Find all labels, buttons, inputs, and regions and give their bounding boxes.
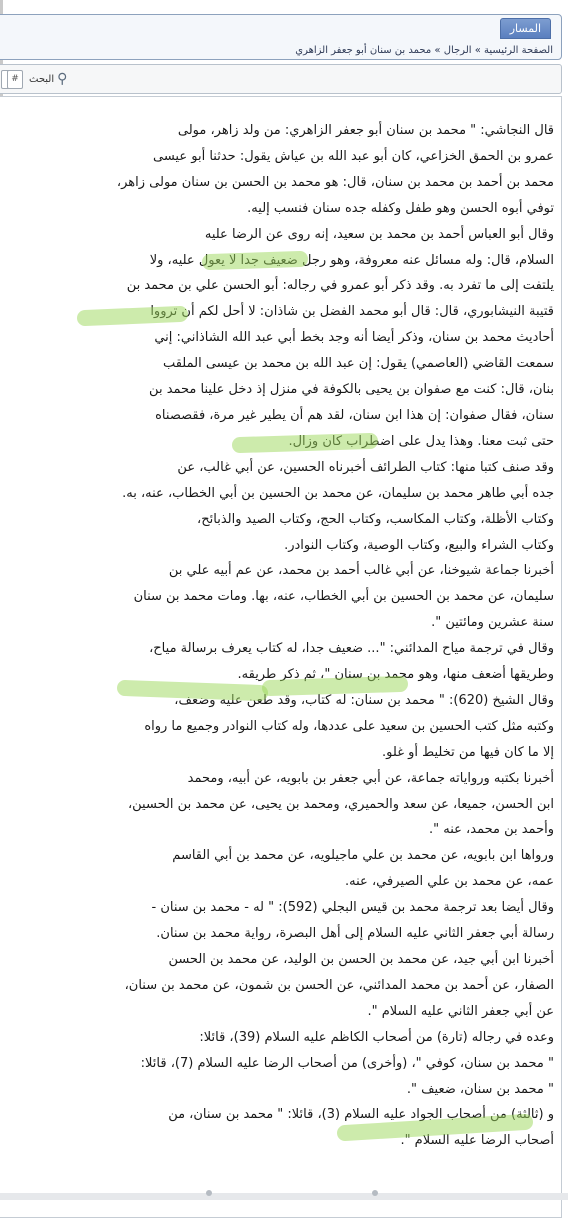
text-line: بنان، قال: كنت مع صفوان بن يحيى بالكوفة في منزل إذ دخل علينا محمد بن [149,382,554,398]
text-line: وقال أيضا بعد ترجمة محمد بن قيس البجلي (592): " له - محمد بن سنان - [151,900,554,916]
text-line: أخبرنا بكتبه ورواياته جماعة، عن أبي جعفر بن بابويه، عن أبيه، ومحمد [187,770,554,786]
text-line: توفي أبوه الحسن وهو طفل وكفله جده سنان فنسب إليه. [247,200,554,216]
text-line: أخبرنا جماعة شيوخنا، عن أبي غالب أحمد بن محمد، عن عم أبيه علي بن [168,563,554,579]
search-label: البحث [29,73,55,85]
text-line: سمعت القاضي (العاصمي) يقول: إن عبد الله بن محمد بن عيسى الملقب [162,356,554,372]
text-line: " محمد بن سنان، ضعيف ". [406,1081,554,1097]
text-line: وقال في ترجمة مياح المدائني: "... ضعيف جدا، له كتاب يعرف برسالة مياح، [149,641,554,657]
page-indicator-dot[interactable] [372,1190,378,1196]
text-line: ورواها ابن بابويه، عن محمد بن علي ماجيلويه، عن محمد بن أبي القاسم [172,848,554,864]
text-line: إلا ما كان فيها من تخليط أو غلو. [382,744,554,760]
text-line: الصفار، عن أحمد بن محمد المدائني، عن الحسن بن شمون، عن محمد بن سنان، [124,977,554,993]
text-line: أحاديث محمد بن سنان، وذكر أيضا أنه وجد بخط أبي عبد الله الشاذاني: إني [154,330,554,346]
text-line: سليمان، عن محمد بن الحسين بن أبي الخطاب، عنه، بها. ومات محمد بن سنان [133,589,554,605]
bottom-scroll-track[interactable] [0,1193,568,1200]
text-line: وقال الشيخ (620): " محمد بن سنان: له كتاب، وقد طعن عليه وضعف، [174,692,554,708]
text-line: السلام، قال: وله مسائل عنه معروفة، وهو رجل ضعيف جدا لا يعول عليه، ولا [149,252,554,268]
biography-text [54,118,554,1154]
text-line: سنة عشرين ومائتين ". [431,615,554,631]
magnifier-icon: ⚲ [57,71,68,87]
text-line: قال النجاشي: " محمد بن سنان أبو جعفر الزاهري: من ولد زاهر، مولى [177,123,554,138]
text-line: عمه، عن محمد بن علي الصيرفي، عنه. [345,874,554,890]
breadcrumb-panel [0,14,562,60]
text-line: جده أبي طاهر محمد بن سليمان، عن محمد بن الحسين بن أبي الخطاب، عنه، به. [122,485,554,501]
text-line: وقال أبو العباس أحمد بن محمد بن سعيد، إنه روى عن الرضا عليه [204,226,554,242]
text-line: عن أبي جعفر الثاني عليه السلام ". [367,1003,554,1019]
text-line: وطريقها أضعف منها، وهو محمد بن سنان "، ثم ذكر طريقه. [237,667,554,683]
text-line: وكتاب الأظلة، وكتاب المكاسب، وكتاب الحج، وكتاب الصيد والذبائح، [197,511,554,527]
text-line: وقد صنف كتبا منها: كتاب الطرائف أخبرناه الحسين، عن أبي غالب، عن [177,459,554,475]
text-line: يلتفت إلى ما تفرد به. وقد ذكر أبو عمرو في رجاله: أبو الحسن علي بن محمد بن [126,278,554,294]
document-icon[interactable]: # [7,70,23,89]
text-line: حتى ثبت معنا. وهذا يدل على اضطراب كان وزال. [288,433,554,449]
breadcrumb[interactable]: الصفحة الرئيسية » الرجال » محمد بن سنان أبو جعفر الزاهري [295,45,553,56]
text-line: وعده في رجاله (تارة) من أصحاب الكاظم عليه السلام (39)، قائلا: [199,1029,554,1045]
text-line: وكتاب الشراء والبيع، وكتاب الوصية، وكتاب النوادر. [284,537,554,553]
text-line: " محمد بن سنان، كوفي "، (وأخرى) من أصحاب الرضا عليه السلام (7)، قائلا: [140,1055,554,1071]
text-line: وكتبه مثل كتب الحسين بن سعيد على عددها، وله كتاب النوادر وجميع ما رواه [144,718,554,734]
text-line: رسالة أبي جعفر الثاني عليه السلام إلى أهل البصرة، رواية محمد بن سنان. [156,926,554,942]
text-line: سنان، فقال صفوان: إن هذا ابن سنان، لقد هم أن يطير غير مرة، فقصصناه [155,407,554,423]
text-line: عمرو بن الحمق الخزاعي، كان أبو عبد الله بن عياش يقول: حدثنا أبو عيسى [153,148,554,164]
text-line: أخبرنا ابن أبي جيد، عن محمد بن الحسن بن الوليد، عن محمد بن الحسن [168,952,554,967]
toolbar [0,64,562,94]
search-button[interactable] [29,69,67,89]
text-line: محمد بن أحمد بن محمد بن سنان، قال: هو محمد بن الحسن بن سنان مولى زاهر، [116,174,554,190]
text-line: وأحمد بن محمد، عنه ". [429,822,554,838]
text-line: قتيبة النيشابوري، قال: قال أبو محمد الفضل بن شاذان: لا أحل لكم أن ترووا [150,304,554,320]
text-line: و (ثالثة) من أصحاب الجواد عليه السلام (3)، قائلا: " محمد بن سنان، من [168,1107,554,1123]
page-indicator-dot[interactable] [206,1190,212,1196]
text-line: أصحاب الرضا عليه السلام ". [400,1133,554,1149]
breadcrumb-tab[interactable]: المسار [500,18,551,39]
text-line: ابن الحسن، جميعا، عن سعد والحميري، ومحمد بن يحيى، عن محمد بن الحسين، [127,796,554,812]
